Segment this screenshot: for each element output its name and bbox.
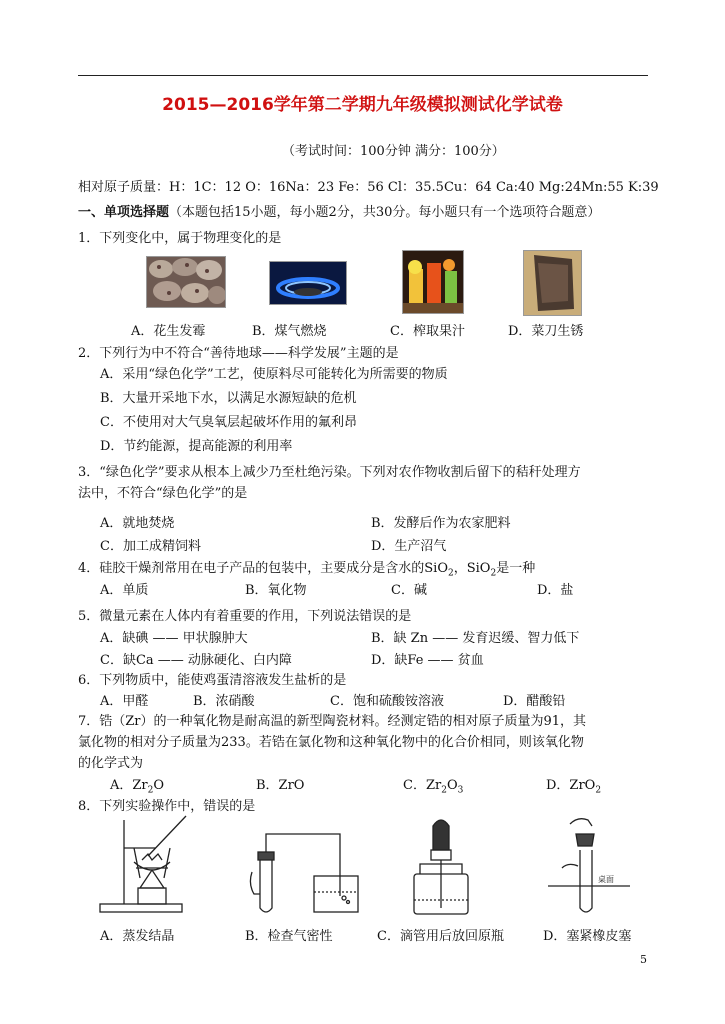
q7-stem-line1: 7．锆（Zr）的一种氧化物是耐高温的新型陶瓷材料。经测定锆的相对原子质量为91，其 — [78, 714, 587, 729]
fruit-juice-icon — [402, 250, 464, 314]
q8-apparatus-figure — [78, 812, 648, 924]
q7-option-b[interactable]: B．ZrO — [256, 778, 305, 793]
q4-stem-a: 4．硅胶干燥剂常用在电子产品的包装中，主要成分是含水的SiO — [78, 561, 448, 576]
moldy-peanut-icon — [146, 256, 226, 308]
q4-stem-b: ，SiO — [453, 561, 491, 576]
top-rule — [78, 75, 648, 76]
q2-option-b[interactable]: B．大量开采地下水，以满足水源短缺的危机 — [100, 391, 357, 406]
q1-option-a[interactable]: A．花生发霉 — [131, 324, 206, 339]
q3-stem-line2: 法中，不符合“绿色化学”的是 — [78, 486, 248, 501]
q7-stem-line2: 氯化物的相对分子质量为233。若锆在氯化物和这种氧化物中的化合价相同，则该氧化物 — [78, 735, 584, 750]
gas-flame-icon — [269, 261, 347, 305]
q4-option-d[interactable]: D．盐 — [537, 583, 574, 598]
table-label: 桌面 — [598, 875, 614, 884]
dropper-bottle-icon — [414, 820, 468, 914]
q8-option-d[interactable]: D．塞紧橡皮塞 — [543, 929, 632, 944]
q7-option-c-sub: 2 — [441, 785, 447, 796]
q6-option-c[interactable]: C．饱和硫酸铵溶液 — [330, 694, 444, 709]
q2-option-a[interactable]: A．采用“绿色化学”工艺，使原料尽可能转化为所需要的物质 — [100, 367, 448, 382]
q1-option-b[interactable]: B．煤气燃烧 — [252, 324, 327, 339]
q1-stem: 1．下列变化中，属于物理变化的是 — [78, 231, 282, 246]
q8-option-b[interactable]: B．检查气密性 — [245, 929, 333, 944]
exam-info: （考试时间：100分钟 满分：100分） — [282, 144, 505, 159]
q4-stem — [78, 557, 535, 579]
q7-option-c-tail: O — [446, 778, 458, 793]
q8-option-a[interactable]: A．蒸发结晶 — [100, 929, 175, 944]
q6-option-a[interactable]: A．甲醛 — [100, 694, 149, 709]
q2-option-c[interactable]: C．不使用对大气臭氧层起破坏作用的氟利昂 — [100, 415, 357, 430]
q1-option-d[interactable]: D．菜刀生锈 — [508, 324, 584, 339]
q7-option-c-label: C．Zr — [403, 778, 442, 793]
airtightness-check-icon — [250, 834, 358, 912]
q2-stem: 2．下列行为中不符合“善待地球——科学发展”主题的是 — [78, 346, 399, 361]
q7-option-a-tail: O — [153, 778, 165, 793]
section-heading — [78, 201, 600, 220]
q4-sub2: 2 — [490, 568, 497, 579]
q7-option-c[interactable] — [403, 774, 463, 796]
stopper-tube-icon — [548, 819, 630, 912]
q8-option-c[interactable]: C．滴管用后放回原瓶 — [377, 929, 504, 944]
q6-option-b[interactable]: B．浓硝酸 — [193, 694, 255, 709]
q4-option-c[interactable]: C．碱 — [391, 583, 427, 598]
evaporation-apparatus-icon — [100, 816, 186, 912]
q7-option-d-label: D．ZrO — [546, 778, 596, 793]
q3-stem-line1: 3．“绿色化学”要求从根本上减少乃至杜绝污染。下列对农作物收割后留下的秸秆处理方 — [78, 465, 581, 480]
section-title: 一、单项选择题 — [78, 205, 170, 220]
q4-sub1: 2 — [448, 568, 454, 579]
q7-option-c-sub2: 3 — [457, 785, 464, 796]
section-note: （本题包括15小题，每小题2分，共30分。每小题只有一个选项符合题意） — [169, 205, 601, 220]
q6-stem: 6．下列物质中，能使鸡蛋清溶液发生盐析的是 — [78, 673, 347, 688]
q7-option-d[interactable] — [546, 774, 601, 796]
rusty-knife-icon — [523, 250, 582, 316]
atomic-mass: 相对原子质量：H：1C：12 O：16Na：23 Fe：56 Cl：35.5Cu：64 Ca:40 Mg:24Mn:55 K:39 — [78, 180, 659, 195]
q5-option-c[interactable]: C．缺Ca —— 动脉硬化、白内障 — [100, 653, 292, 668]
q8-stem: 8．下列实验操作中，错误的是 — [78, 799, 256, 814]
q7-option-d-sub: 2 — [595, 785, 602, 796]
q1-option-c[interactable]: C．榨取果汁 — [390, 324, 465, 339]
q5-option-d[interactable]: D．缺Fe —— 贫血 — [371, 653, 484, 668]
q5-option-a[interactable]: A．缺碘 —— 甲状腺肿大 — [100, 631, 248, 646]
q5-stem: 5．微量元素在人体内有着重要的作用，下列说法错误的是 — [78, 609, 412, 624]
page-number: 5 — [640, 953, 647, 966]
q5-option-b[interactable]: B．缺 Zn —— 发育迟缓、智力低下 — [371, 631, 580, 646]
q3-option-b[interactable]: B．发酵后作为农家肥料 — [371, 516, 511, 531]
q4-stem-c: 是一种 — [496, 561, 536, 576]
q7-stem-line3: 的化学式为 — [78, 756, 144, 771]
q6-option-d[interactable]: D．醋酸铅 — [503, 694, 566, 709]
q3-option-d[interactable]: D．生产沼气 — [371, 539, 447, 554]
q7-option-a-label: A．Zr — [110, 778, 148, 793]
q7-option-a[interactable] — [110, 774, 164, 796]
q4-option-a[interactable]: A．单质 — [100, 583, 149, 598]
q3-option-a[interactable]: A．就地焚烧 — [100, 516, 175, 531]
q7-option-a-sub: 2 — [147, 785, 154, 796]
q2-option-d[interactable]: D．节约能源，提高能源的利用率 — [100, 439, 293, 454]
page-title: 2015—2016学年第二学期九年级模拟测试化学试卷 — [162, 95, 563, 115]
q4-option-b[interactable]: B．氧化物 — [245, 583, 307, 598]
q3-option-c[interactable]: C．加工成精饲料 — [100, 539, 201, 554]
